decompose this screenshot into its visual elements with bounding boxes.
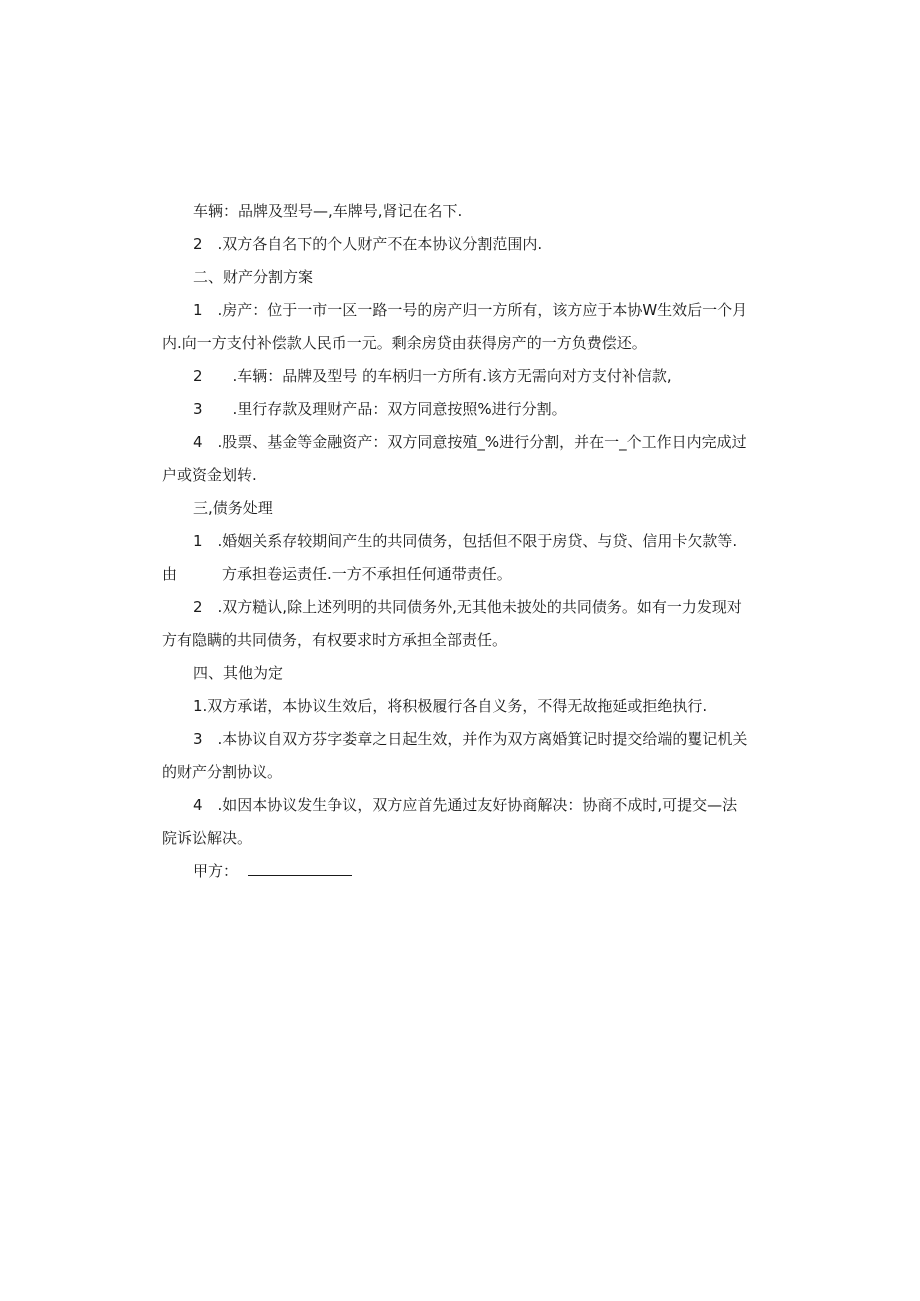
signature-label: 甲方： — [193, 862, 239, 880]
other-clause-4-line-1: 4 .如因本协议发生争议，双方应首先通过友好协商解决：协商不成时,可提交—法 — [193, 796, 738, 814]
debt-clause-2-line-1: 2 .双方糙认,除上述列明的共同债务外,无其他未披处的共同债务。如有一力发现对 — [193, 598, 742, 616]
section-heading-4: 四、其他为定 — [193, 664, 284, 682]
signature-blank-line — [248, 861, 352, 876]
debt-clause-1-line-2: 由 方承担卷运责任.一方不承担任何通带责任。 — [162, 565, 512, 583]
other-clause-4-line-2: 院诉讼解决。 — [162, 829, 253, 847]
other-clause-3-line-2: 的财产分割协议。 — [162, 763, 283, 781]
clause-3-deposits: 3 .里行存款及理财产品：双方同意按照%进行分割。 — [193, 400, 567, 418]
clause-1-property-line-2: 内.向一方支付补偿款人民币一元。剩余房贷由获得房产的一方负费偿还。 — [162, 334, 647, 352]
clause-1-property-line-1: 1 .房产：位于一市一区一路一号的房产归一方所有，该方应于本协W生效后一个月 — [193, 301, 748, 319]
section-heading-3: 三,债务处理 — [193, 499, 273, 517]
debt-clause-2-line-2: 方有隐瞒的共同债务，有权要求时方承担全部责任。 — [162, 631, 508, 649]
other-clause-1: 1.双方承诺，本协议生效后，将积极履行各自义务，不得无故拖延或拒绝执行. — [193, 697, 708, 715]
section-heading-2: 二、财产分割方案 — [193, 268, 314, 286]
signature-party-a — [193, 861, 352, 881]
vehicle-registration-line: 车辆：品牌及型号—,车牌号,肾记在名下. — [193, 202, 463, 220]
clause-4-stocks-line-2: 户或资金划转. — [162, 466, 257, 484]
clause-2-personal-property: 2 .双方各自名下的个人财产不在本协议分割范围内. — [193, 235, 543, 253]
clause-4-stocks-line-1: 4 .股票、基金等金融资产：双方同意按殖_%进行分割，并在一_个工作日内完成过 — [193, 433, 747, 451]
other-clause-3-line-1: 3 .本协议自双方芬字娄章之日起生效，并作为双方离婚箕记时提交给端的矍记机关 — [193, 730, 748, 748]
clause-2-vehicle: 2 .车辆：品牌及型号 的车柄归一方所有.该方无需向对方支付补信款, — [193, 367, 672, 385]
debt-clause-1-line-1: 1 .婚姻关系存较期间产生的共同债务，包括但不限于房贷、与贷、信用卡欠款等. — [193, 532, 738, 550]
